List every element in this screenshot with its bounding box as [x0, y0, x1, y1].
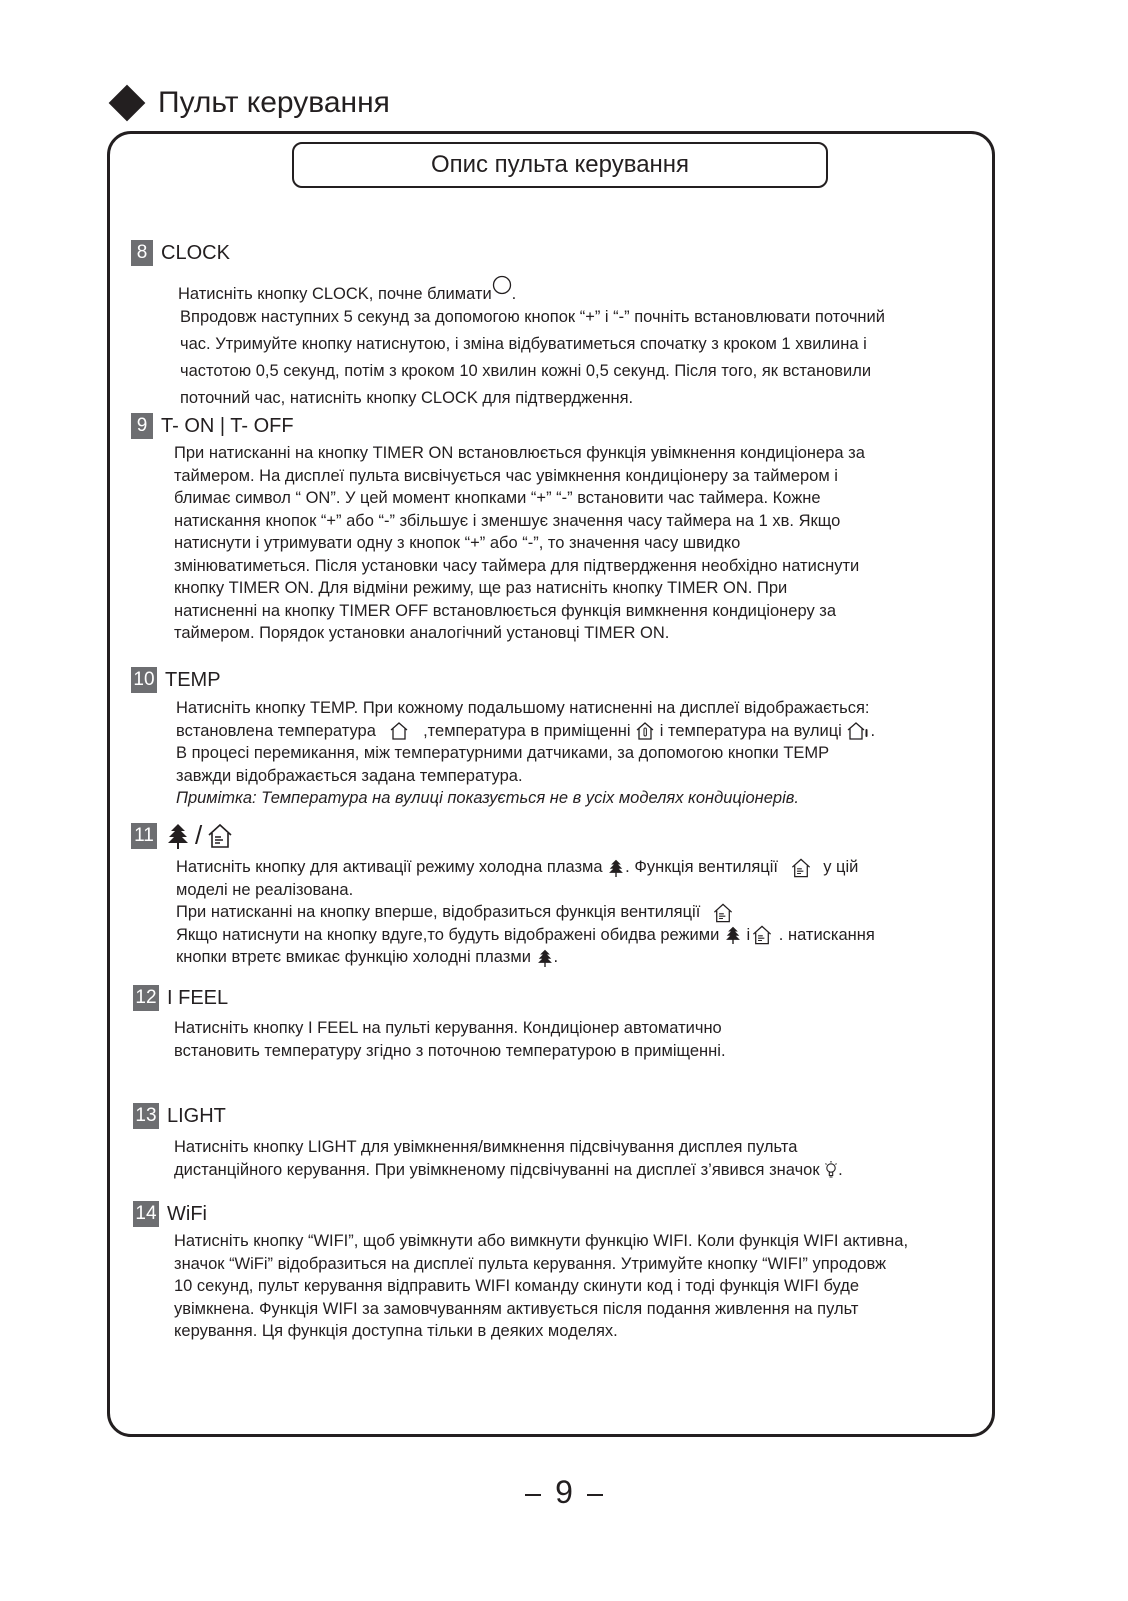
- text-line-with-icons: [176, 856, 875, 879]
- text-line: натискання кнопок “+” або “-” збільшує і зменшує значення часу таймера на 1 хв. Якщо: [174, 511, 841, 530]
- text-line-with-icons: [176, 720, 875, 743]
- section-header-light: [133, 1103, 226, 1129]
- section-number: 10: [131, 667, 157, 693]
- text-line: Впродовж наступних 5 секунд за допомогою кнопок “+” і “-” почніть встановлювати поточний: [180, 308, 885, 326]
- dash-decoration: [525, 1494, 541, 1496]
- diamond-bullet-icon: [109, 85, 146, 122]
- text-segment: .: [870, 721, 876, 740]
- clock-description: [180, 304, 885, 412]
- light-description: [174, 1136, 843, 1181]
- section-header-clock: [131, 240, 230, 266]
- text-line-with-icons: [176, 901, 875, 924]
- text-line: змінюватиметься. Після установки часу таймера для підтвердження необхідно натиснути: [174, 556, 860, 575]
- plasma-tree-icon: [607, 858, 625, 878]
- text-segment: встановлена температура: [176, 721, 376, 740]
- page-number-value: 9: [555, 1474, 573, 1510]
- text-line: завжди відображається задана температура.: [176, 766, 523, 785]
- text-segment: .: [553, 948, 559, 967]
- section-header-ifeel: [133, 985, 228, 1011]
- ifeel-description: [174, 1017, 726, 1062]
- plasma-tree-icon: [165, 822, 191, 850]
- text-line-with-icons: [174, 1159, 843, 1182]
- indoor-temperature-icon: [635, 721, 655, 741]
- section-number: 9: [131, 413, 153, 439]
- temp-note: Примітка: Температура на вулиці показується не в усіх моделях кондиціонерів.: [176, 789, 799, 807]
- text-line: моделі не реалізована.: [176, 880, 354, 899]
- text-line: час. Утримуйте кнопку натиснутою, і зміна відбуватиметься спочатку з кроком 1 хвилина і: [180, 335, 867, 353]
- text-line: таймером. Порядок установки аналогічний установці TIMER ON.: [174, 624, 670, 642]
- section-title: I FEEL: [167, 986, 229, 1009]
- text-line: увімкнена. Функція WIFI за замовчуванням активується після подання живлення на пульт: [174, 1299, 859, 1318]
- text-segment: і: [746, 925, 751, 944]
- section-title: WiFi: [167, 1202, 207, 1225]
- text-segment: Натисніть кнопку для активації режиму холодна плазма: [176, 858, 603, 876]
- section-title-separator: /: [195, 820, 203, 850]
- section-header-wifi: [133, 1201, 207, 1227]
- text-segment: .: [838, 1160, 843, 1179]
- section-number: 14: [133, 1201, 159, 1227]
- page-number: [0, 1474, 1128, 1511]
- wifi-description: [174, 1230, 908, 1343]
- plasma-description: [176, 856, 875, 969]
- dash-decoration: [587, 1494, 603, 1496]
- text-line: поточний час, натисніть кнопку CLOCK для підтвердження.: [180, 389, 634, 407]
- text-line: Натисніть кнопку “WIFI”, щоб увімкнути або вимкнути функцію WIFI. Коли функція WIFI активна,: [174, 1232, 909, 1250]
- text-line: При натисканні на кнопку TIMER ON встановлюється функція увімкнення кондиціонера за: [174, 444, 865, 462]
- text-line: Натисніть кнопку TEMP. При кожному подальшому натисненні на дисплеї відображається:: [176, 699, 870, 717]
- section-title: LIGHT: [167, 1104, 226, 1127]
- ventilation-house-icon: [789, 857, 813, 879]
- text-line: Натисніть кнопку I FEEL на пульті керування. Кондиціонер автоматично: [174, 1019, 722, 1037]
- text-line: натисненні на кнопку TIMER OFF встановлюється функція вимкнення кондиціонеру за: [174, 601, 837, 620]
- temp-description: [176, 697, 875, 810]
- section-header-temp: [131, 667, 221, 693]
- ventilation-house-icon: [711, 902, 735, 924]
- text-line: таймером. На дисплеї пульта висвічується час увімкнення кондиціонеру за таймером і: [174, 466, 838, 485]
- text-line: значок “WiFi” відобразиться на дисплеї пульта керування. Утримуйте кнопку “WIFI” упродовж: [174, 1254, 887, 1273]
- section-header-timer: [131, 413, 294, 439]
- text-line-with-icons: [176, 946, 875, 969]
- timer-description: [174, 442, 865, 645]
- text-line: керування. Ця функція доступна тільки в деяких моделях.: [174, 1322, 618, 1340]
- text-line: кнопку TIMER ON. Для відміни режиму, ще раз натисніть кнопку TIMER ON. При: [174, 579, 788, 597]
- text-segment: ,температура в приміщенні: [423, 721, 631, 740]
- text-line: Натисніть кнопку CLOCK, почне блимати: [178, 285, 492, 303]
- ventilation-house-icon: [206, 822, 234, 850]
- clock-circle-icon: [492, 275, 512, 295]
- section-title: CLOCK: [161, 241, 230, 264]
- text-line: Натисніть кнопку LIGHT для увімкнення/вимкнення підсвічування дисплея пульта: [174, 1138, 798, 1156]
- text-line: блимає символ “ ON”. У цей момент кнопками “+” “-” встановити час таймера. Кожне: [174, 489, 821, 507]
- text-segment: у цій: [823, 858, 859, 876]
- text-segment: . натискання: [778, 925, 875, 944]
- plasma-tree-icon: [536, 948, 554, 968]
- section-header-plasma: [131, 820, 234, 851]
- text-line: встановить температуру згідно з поточною температурою в приміщенні.: [174, 1041, 726, 1060]
- text-line: В процесі перемикання, між температурними датчиками, за допомогою кнопки TEMP: [176, 744, 830, 762]
- section-title: TEMP: [165, 668, 221, 691]
- text-line: 10 секунд, пульт керування відправить WIFI команду скинути код і тоді функція WIFI буде: [174, 1277, 860, 1295]
- text-line-with-icons: [176, 924, 875, 947]
- page-header: [110, 86, 390, 120]
- section-number: 13: [133, 1103, 159, 1129]
- text-line: частотою 0,5 секунд, потім з кроком 10 хвилин кожні 0,5 секунд. Після того, як встановили: [180, 362, 872, 380]
- section-subtitle: Опис пульта керування: [292, 142, 828, 188]
- section-number: 8: [131, 240, 153, 266]
- ventilation-house-icon: [750, 924, 774, 946]
- text-segment: кнопки втретє вмикає функцію холодні плазми: [176, 948, 531, 967]
- clock-intro: [178, 275, 516, 306]
- text-segment: Якщо натиснути на кнопку вдуге,то будуть відображені обидва режими: [176, 925, 720, 944]
- text-segment: дистанційного керування. При увімкненому підсвічуванні на дисплеї з’явився значок: [174, 1160, 820, 1179]
- outdoor-temperature-icon: [846, 721, 870, 741]
- section-title: T- ON | T- OFF: [161, 414, 294, 437]
- plasma-tree-icon: [724, 925, 742, 945]
- page-title: Пульт керування: [158, 86, 390, 119]
- text-segment: і температура на вулиці: [659, 721, 842, 740]
- text-line: .: [511, 285, 517, 303]
- text-line: натиснути і утримувати одну з кнопок “+” або “-”, то значення часу швидко: [174, 534, 741, 552]
- section-number: 11: [131, 823, 157, 849]
- light-bulb-icon: [824, 1160, 838, 1180]
- text-segment: . Функція вентиляції: [625, 858, 778, 876]
- house-icon: [388, 721, 410, 741]
- text-segment: При натисканні на кнопку вперше, відобразиться функція вентиляції: [176, 903, 701, 922]
- section-number: 12: [133, 985, 159, 1011]
